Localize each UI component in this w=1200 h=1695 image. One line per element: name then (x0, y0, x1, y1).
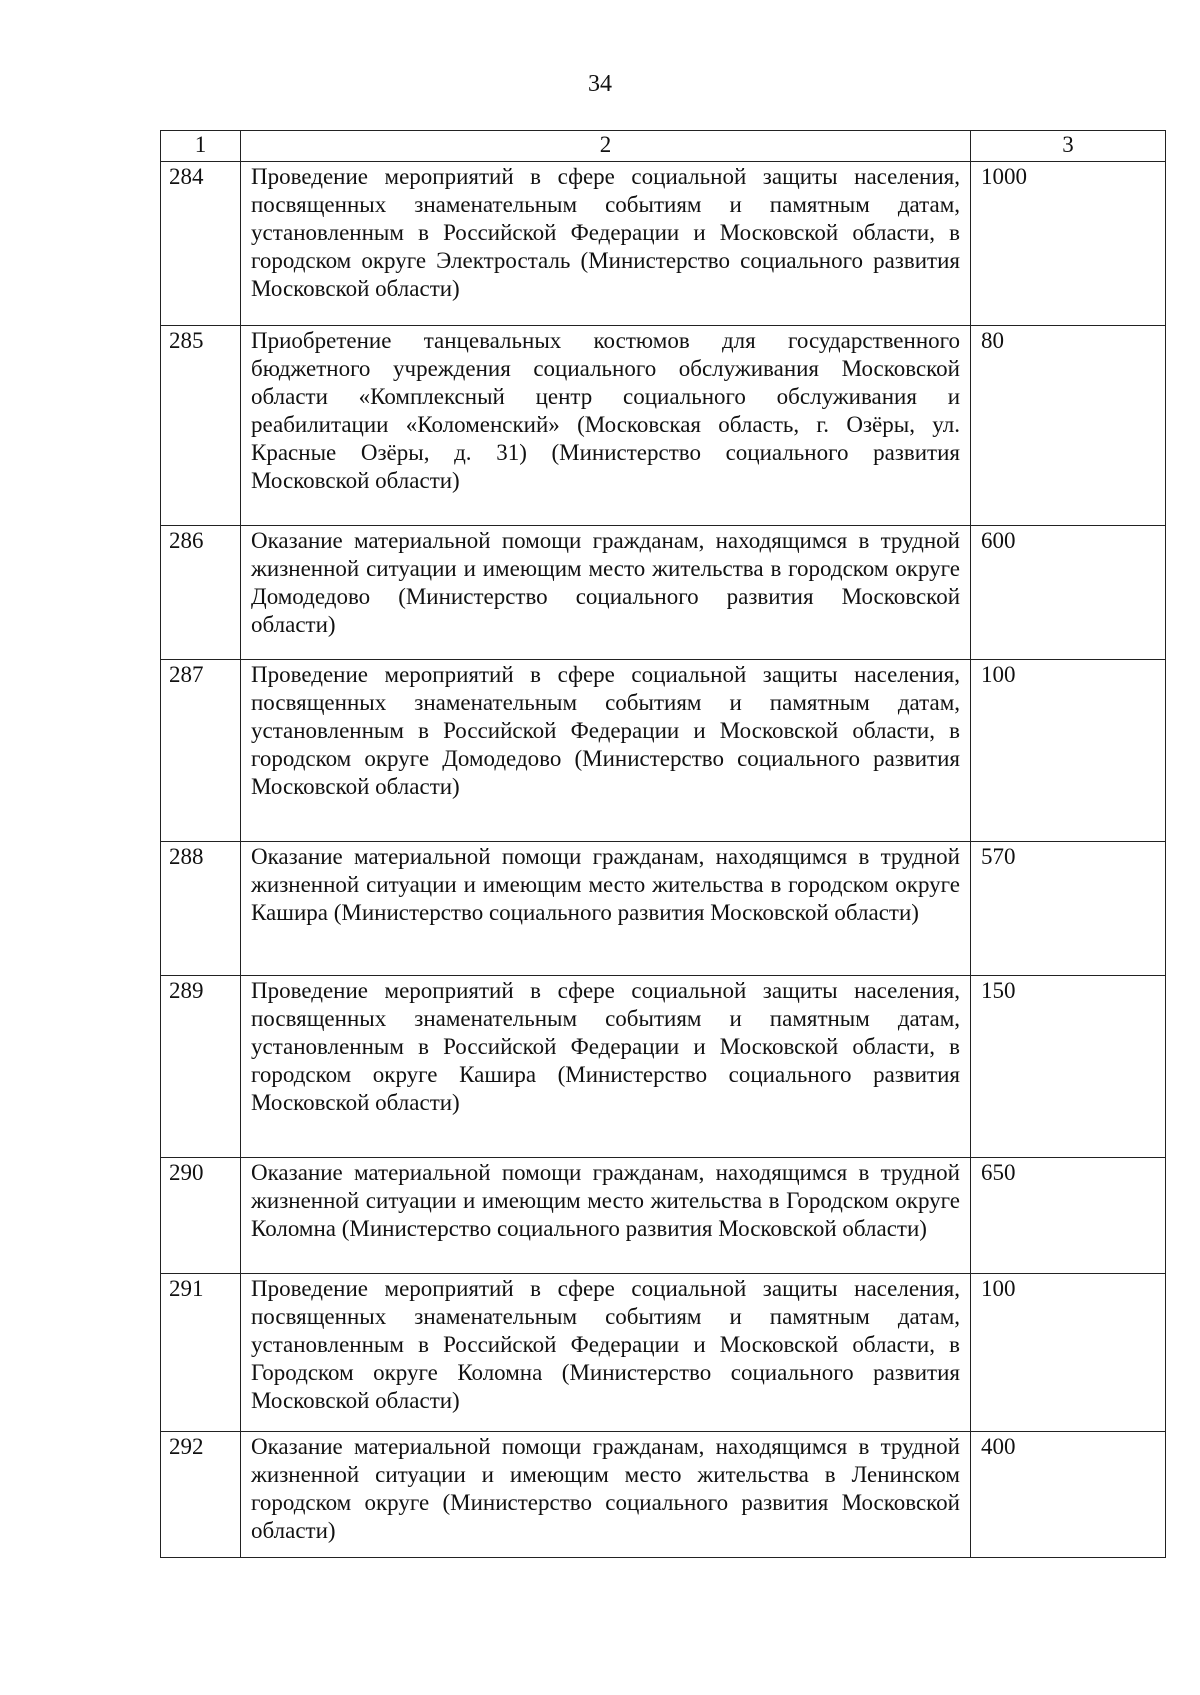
row-description: Проведение мероприятий в сфере социальной защиты населения, посвященных знаменательным событиям и памятным датам, установленным в Российской Федерации и Московской области, в Городском округе Коломна (Министерство социального развития Московской области) (241, 1274, 971, 1432)
appropriations-table (160, 130, 1166, 1558)
row-description: Проведение мероприятий в сфере социальной защиты населения, посвященных знаменательным событиям и памятным датам, установленным в Российской Федерации и Московской области, в городском округе Кашира (Министерство социального развития Московской области) (241, 976, 971, 1158)
table-header-row (161, 131, 1166, 162)
column-header-3: 3 (971, 131, 1166, 162)
row-description: Приобретение танцевальных костюмов для государственного бюджетного учреждения социального обслуживания Московской области «Комплексный центр социального обслуживания и реабилитации «Коломенский» (Московская область, г. Озёры, ул. Красные Озёры, д. 31) (Министерство социального развития Московской области) (241, 326, 971, 526)
table-row (161, 326, 1166, 526)
table-row (161, 976, 1166, 1158)
table-row (161, 660, 1166, 842)
page-number: 34 (588, 71, 612, 97)
row-description: Оказание материальной помощи гражданам, находящимся в трудной жизненной ситуации и имеющим место жительства в Ленинском городском округе (Министерство социального развития Московской области) (241, 1432, 971, 1558)
row-description: Оказание материальной помощи гражданам, находящимся в трудной жизненной ситуации и имеющим место жительства в городском округе Кашира (Министерство социального развития Московской области) (241, 842, 971, 976)
table-row (161, 1432, 1166, 1558)
row-amount: 80 (971, 326, 1166, 526)
row-number: 287 (161, 660, 241, 842)
table-row (161, 1274, 1166, 1432)
table-row (161, 162, 1166, 326)
row-number: 288 (161, 842, 241, 976)
row-amount: 100 (971, 1274, 1166, 1432)
column-header-1: 1 (161, 131, 241, 162)
table-row (161, 1158, 1166, 1274)
row-number: 284 (161, 162, 241, 326)
row-description: Оказание материальной помощи гражданам, находящимся в трудной жизненной ситуации и имеющим место жительства в городском округе Домодедово (Министерство социального развития Московской области) (241, 526, 971, 660)
row-amount: 150 (971, 976, 1166, 1158)
table-row (161, 526, 1166, 660)
row-description: Проведение мероприятий в сфере социальной защиты населения, посвященных знаменательным событиям и памятным датам, установленным в Российской Федерации и Московской области, в городском округе Домодедово (Министерство социального развития Московской области) (241, 660, 971, 842)
table-row (161, 842, 1166, 976)
row-amount: 400 (971, 1432, 1166, 1558)
row-description: Оказание материальной помощи гражданам, находящимся в трудной жизненной ситуации и имеющим место жительства в Городском округе Коломна (Министерство социального развития Московской области) (241, 1158, 971, 1274)
row-amount: 600 (971, 526, 1166, 660)
row-number: 289 (161, 976, 241, 1158)
column-header-2: 2 (241, 131, 971, 162)
row-description: Проведение мероприятий в сфере социальной защиты населения, посвященных знаменательным событиям и памятным датам, установленным в Российской Федерации и Московской области, в городском округе Электросталь (Министерство социального развития Московской области) (241, 162, 971, 326)
row-amount: 100 (971, 660, 1166, 842)
row-amount: 1000 (971, 162, 1166, 326)
row-number: 285 (161, 326, 241, 526)
row-number: 291 (161, 1274, 241, 1432)
row-number: 286 (161, 526, 241, 660)
row-number: 292 (161, 1432, 241, 1558)
row-number: 290 (161, 1158, 241, 1274)
row-amount: 650 (971, 1158, 1166, 1274)
row-amount: 570 (971, 842, 1166, 976)
